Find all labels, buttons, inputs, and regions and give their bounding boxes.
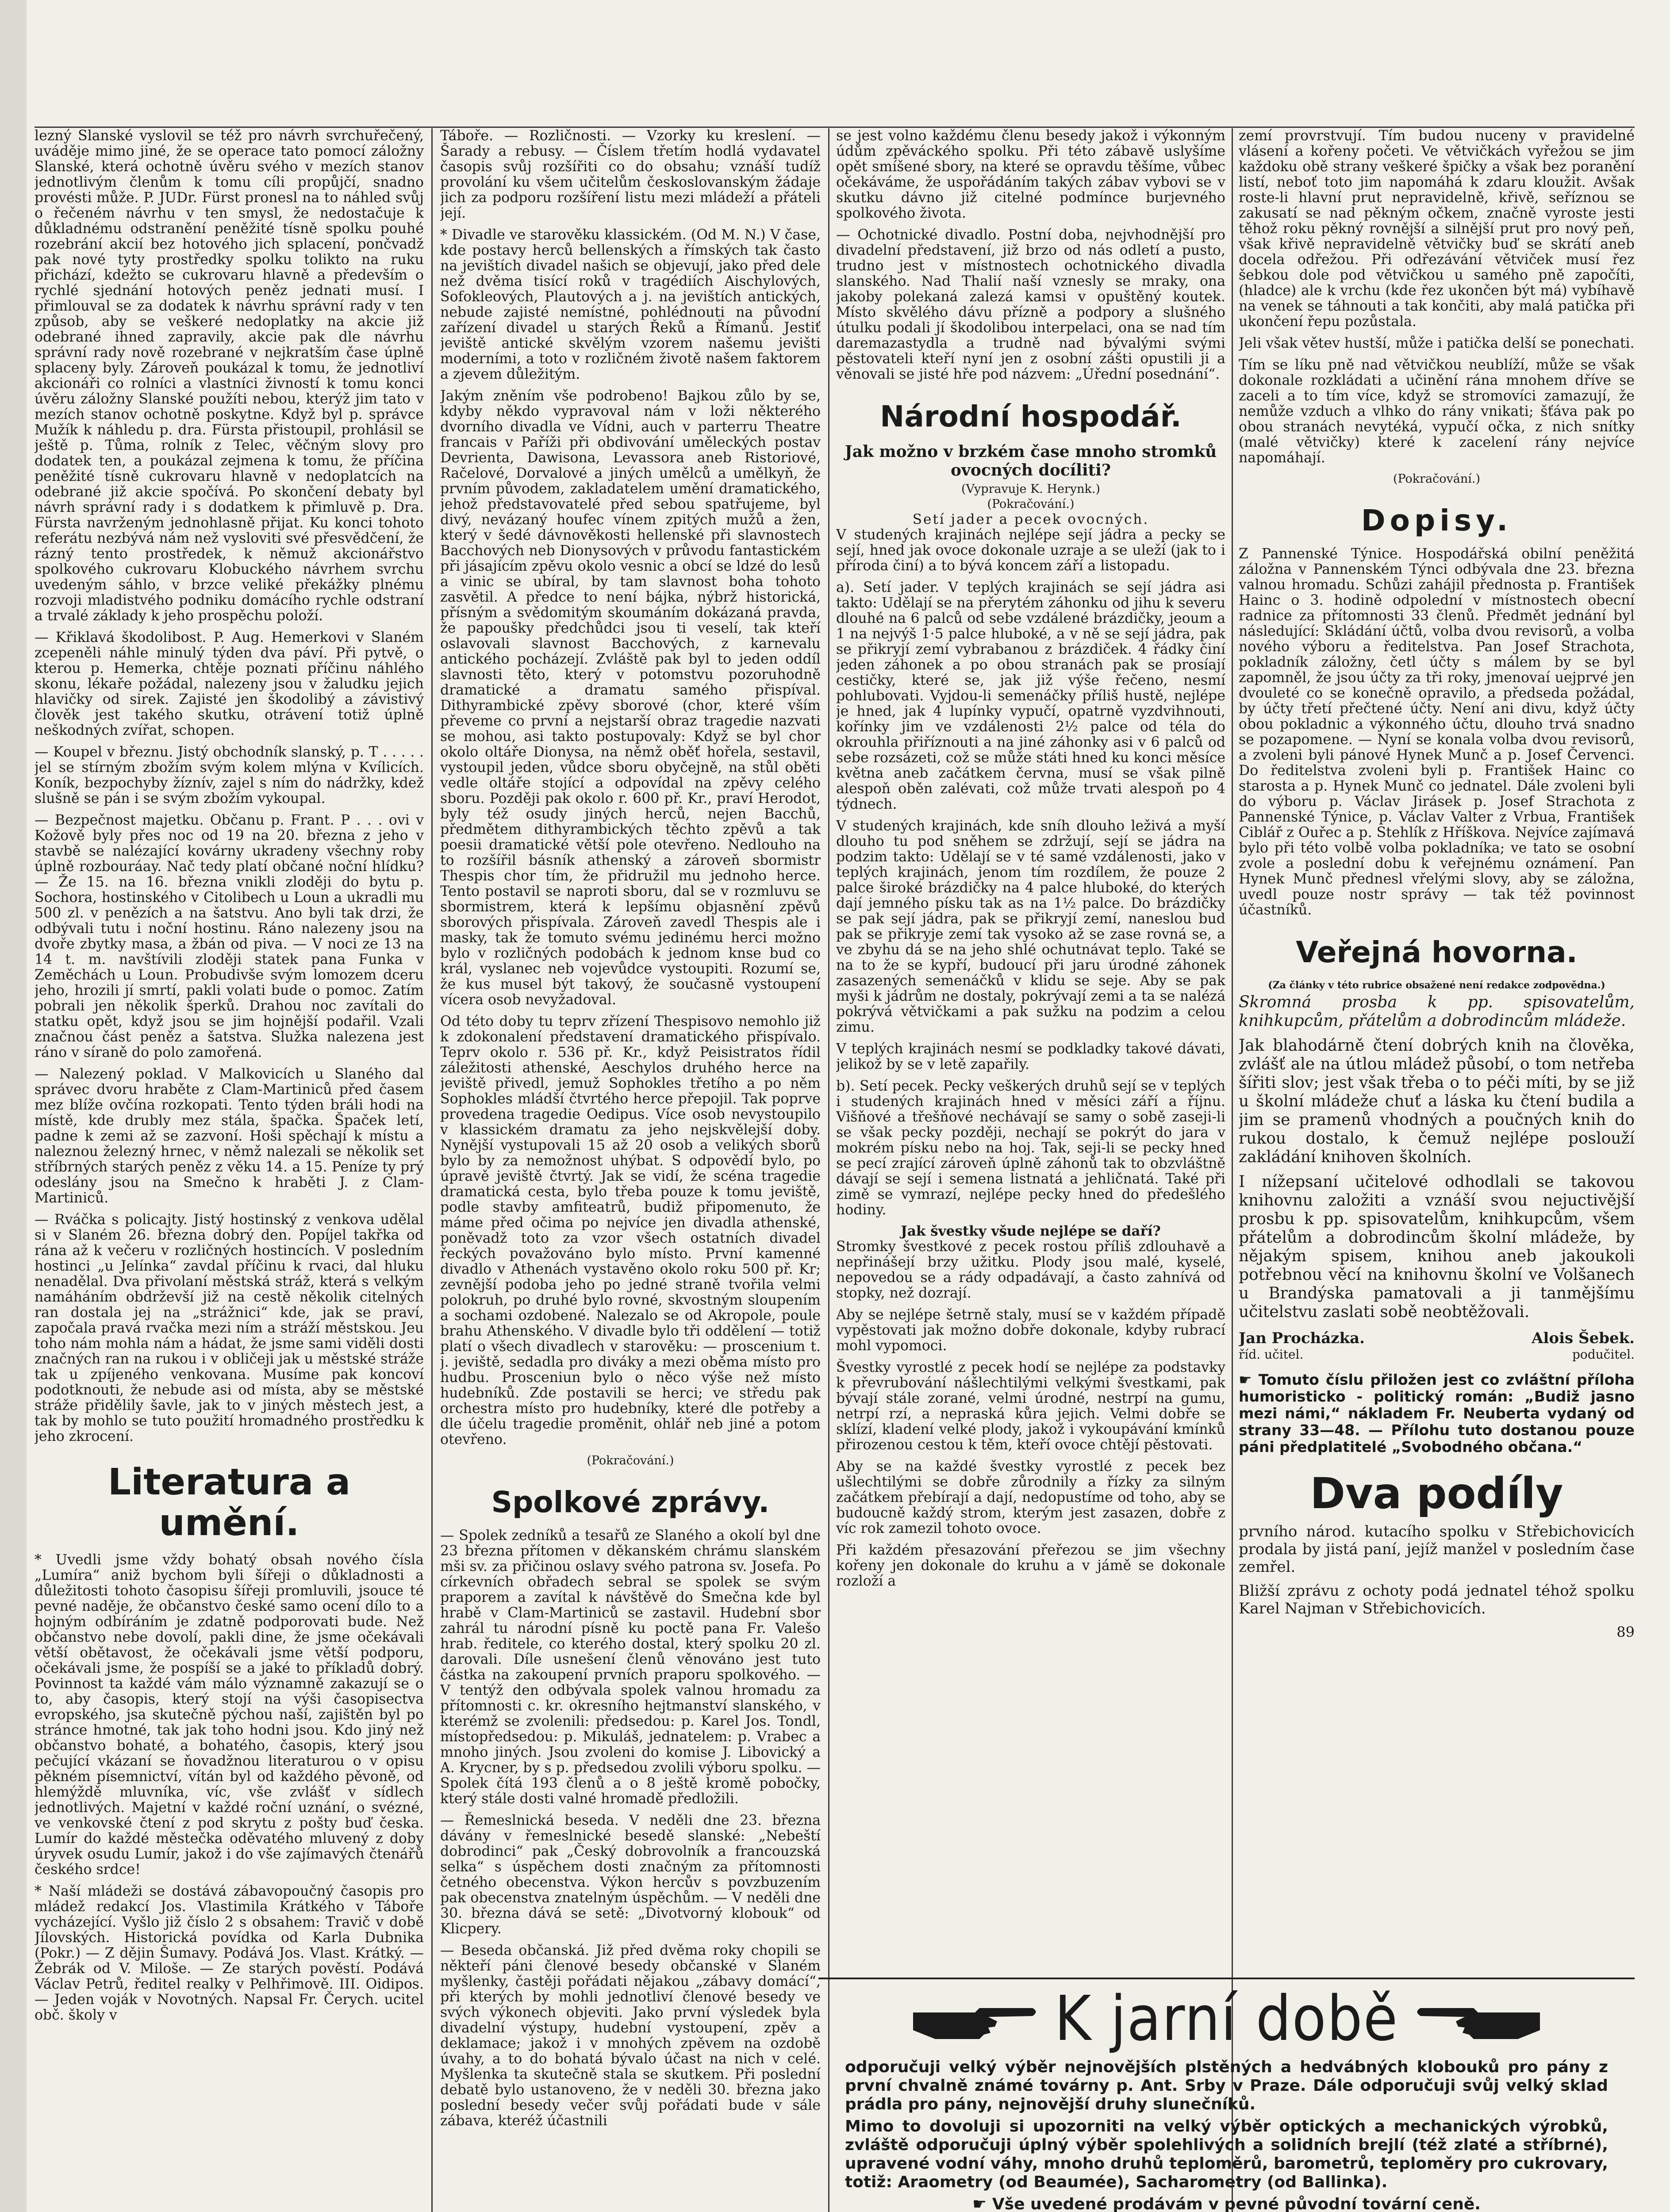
signer-role: podučitel. — [1572, 1347, 1635, 1362]
ad-text: prvního národ. kutacího spolku v Střebichovicích prodala by jistá paní, jejíž manžel v posledním čase zemřel. — [1239, 1523, 1635, 1576]
ad-text — [818, 2195, 1635, 2212]
article-paragraph: se jest volno každému členu besedy jakož i výkonným údům zpěváckého spolku. Při této zábavě uslyšíme opět smíšené sbory, na které se opravdu těšíme, vůbec očekáváme, že uspořádáním takých zábav vybovi se v skutku dávno již citelné podmínce burjevného spolkového života. — [836, 128, 1225, 221]
section-heading-literatura: Literatura a umění. — [107, 1461, 351, 1544]
column-rule — [431, 128, 433, 2212]
article-subheading: Jak možno v brzkém čase mnoho stromků ovocných docíliti? — [845, 442, 1217, 480]
article-paragraph: — Beseda občanská. Již před dvěma roky chopili se někteří páni členové besedy občanské v Slaném myšlenky, častěji pořádati nějakou „zábavy domácí“, při kterých by mohli jednotliví členové besedy ve svých výkonech objeviti. Jako první výsledek byla divadelní výstupy, hudební vystoupení, zpěv a deklamace; jakož i v mnohých zpěvem na ozdobě úvahy, a to do bohatá bývalo účast na nich v celé. Myšlenka ta skutečně stala se skutkem. Při poslední debatě bylo ustanoveno, že v neděli 30. března jako poslední besedy večer svůj pořádati bude v sále zábava, kteréž účastnili — [440, 1943, 821, 2129]
article-paragraph: Jak blahodárně čtení dobrých knih na člověka, zvlášť ale na útlou mládež působí, o tom netřeba šířiti slov; jest však třeba o to péči míti, by se již u školní mládeže chuť a láska ku čtení budila a jim se pramenů vhodných a poučných knih do rukou dostalo, k čemuž nejlépe poslouží zakládání knihoven školních. — [1239, 1037, 1635, 1166]
article-subheading: Skromná prosba k pp. spisovatelům, knihkupcům, přátelům a dobrodincům mládeže. — [1239, 993, 1635, 1030]
column-1 — [35, 128, 424, 2212]
article-paragraph: — Křiklavá škodolibost. P. Aug. Hemerkovi v Slaném zcepeněli náhle minulý týden dva páví. Při pytvě, o kterou p. Hemerka, chtěje poznati příčinu náhlého skonu, lékaře požádal, nalezeny jsou v žaludku jejich hlavičky od sirek. Zajisté jen škodolibý a závistivý člověk jest takého skutku, otrávení totiž úplně neškodných zvířat, schopen. — [35, 630, 424, 738]
article-paragraph: * Uvedli jsme vždy bohatý obsah nového čísla „Lumíra“ aniž bychom byli šířeji o důkladnosti a důležitosti tohoto časopisu šířeji promluvili, jsouce té pevné naděje, že občanstvo české samo ocení dílo to a hojným odbíráním je zdatně podporovati bude. Než občanstvo nebe dovolí, pakli dine, že jsme očekávali větší obětavost, že očekávali jsme větší podporu, očekávali jsme, že pospíší se a jaké to příkladů dobrý. Povinnost ta každé vám málo významně zakazují se o to, aby časopis, který stojí na výši časopisectva evropského, jsa skutečně pýchou naší, zajištěn byl po stránce hmotné, tak jak toho hodni jsou. Kdo jiný než občanstvo bohaté, a bohatého, časopis, který jsou pečující vkázaní se ňovadžnou literaturou o v opisu pěkném písemnictví, vítán byl od každého pěvoně, od hlemýždě mluvníka, víc, vše zvlášť v sídlech jednotlivých. Majetní v každé roční uznání, o svézné, ve venkovské čtení z pod skrytu z pošty buď česka. Lumír do každé městečka oděvatého mluvený z doby úryvek osudu Lumír, jakož i do vše zajímavých čtenářů českého srdce! — [35, 1552, 424, 1878]
pointing-hand-right-icon — [909, 1995, 1041, 2043]
ad-reference-number: 89 — [1616, 1624, 1635, 1640]
ad-price-note: Vše uvedené prodávám v pevné původní tovární ceně. — [992, 2195, 1481, 2212]
notice-text: Tomuto číslu přiložen jest co zvláštní příloha humoristicko - politický román: „Budiž jasno mezi námi,“ nákladem Fr. Neuberta vydaný od strany 33—48. — Přílohu tuto dostanou pouze páni předplatitelé „Svobodného občana.“ — [1239, 1371, 1635, 1455]
signature-roles — [1239, 1347, 1635, 1362]
subsection-title: Setí jader a pecek ovocných. — [912, 511, 1149, 527]
ad-text: Mimo to dovoluji si upozorniti na velký výběr optických a mechanických výrobků, zvláště odporučuji úplný výběr spolehlivých a solidních brejlí (též zlaté a stříbrné), upravené vodní váhy, mnoho druhů teploměrů, barometrů, teploměry pro cukrovary, totiž: Araometry (od Beaumée), Sacharometry (od Ballinka). — [845, 2117, 1608, 2191]
article-paragraph: a). Setí jader. V teplých krajinách se sejí jádra asi takto: Udělají se na přerytém záhonku od jihu k severu dlouhé na 6 palců od sebe vzdálené brázdičky, jeoum a 1 na nejvýš 1·5 palce hluboké, a v ně se sejí jádra, pak se přikryjí zemí vybrabanou z brázdiček. 4 řádky činí jeden záhonek a po obou stranách pak se prosíají cestičky, které se, jak již výše řečeno, nesmí pohlubovati. Vyjdou-li semenáčky příliš hustě, nejlépe je hned, jak 4 lupínky vypučí, opatrně vyzdvihnouti, kořínky jim ve vzdálenosti 2½ palce od téla do okrouhla přiříznouti a na jiné záhonky asi v 6 palců od sebe rozsázeti, což se může státi hned ku konci měsíce května aneb začátkem června, musí se však pilně alespoň oběn zalévati, což může trvati alespoň po 4 týdnech. — [836, 580, 1225, 812]
article-paragraph: V teplých krajinách nesmí se podkladky takové dávati, jelikož by se v letě zapařily. — [836, 1041, 1225, 1072]
ad-heading-dva-podily: Dva podíly — [1310, 1469, 1563, 1518]
section-heading-dopisy: Dopisy. — [1361, 503, 1513, 538]
article-paragraph: I nížepsaní učitelové odhodlali se takovou knihovnu založiti a vznáší svou nejuctivější prosbu k pp. spisovatelům, knihkupcům, všem přátelům a dobrodincům školní mládeže, by nějakým spisem, knihou aneb jakoukoli potřebnou věcí na knihovnu školní ve Volšanech u Brandýska pamatovali a ji tanmějšímu učitelstvu zaslati sobě neobtěžovali. — [1239, 1173, 1635, 1321]
article-paragraph: — Spolek zedníků a tesařů ze Slaného a okolí byl dne 23 března přítomen v děkanském chrámu slanském mši sv. za přičinou oslavy svého patrona sv. Josefa. Po církevních obřadech sebral se spolek se svým praporem a zavítal k návštěvě do Smečna kde byl hrabě v Clam-Martiniců se zastavil. Hudební sbor zahrál tu národní písně ku poctě pana Fr. Valešo hrab. ředitele, co kterého dostal, který spolku 20 zl. darovali. Díle usnešení členů věnováno jest tuto částka na zakoupení prvních praporu spolkového. — V tentýž den odbývala spolek valnou hromadu za přítomnosti c. kr. okresního hejtmanství slanského, v kterémž se zvolenili: předsedou: p. Karel Jos. Tondl, místopředsedou: p. Mikuláš, jednatelem: p. Vrabec a mnoho jiných. Jsou zvoleni do komise J. Libovický a A. Krycner, by s p. předsedou zvolili výboru spolku. — Spolek čítá 193 členů a o 8 ještě kromě pobočky, který stále dosti valné hromadě předložili. — [440, 1528, 821, 1807]
article-paragraph: — Koupel v březnu. Jistý obchodník slanský, p. T . . . . . jel se stírným zbožím svým kolem mlýna v Kvílicích. Koník, bezpochyby žíznív, zajel s ním do nádržky, kdež slušně se pán i se svým zbožím vykoupal. — [35, 744, 424, 806]
ad-text: odporučuji velký výběr nejnovějších plstěných a hedvábných klobouků pro pány z první chvalně známé továrny p. Ant. Srby v Praze. Dále odporučuji svůj velký sklad prádla pro pány, nejnovější druhy slunečníků. — [845, 2058, 1608, 2113]
article-paragraph: lezný Slanské vyslovil se též pro návrh svrchuřečený, uváděje mimo jiné, že se operace tato pomocí záložny Slanské, která ochotně úvěru svého v mezích stanov jednotlivým členům k tomu cíli propůjčí, snadno provésti může. P. JUDr. Fürst pronesl na to náhled svůj o řečeném návrhu v ten smysl, že nedostačuje k důkladnému odstranění peněžité tísně spolku pouhé rozebrání akcií bez hotového jich splacení, pončvadž pak nové tyty prostředky spolku tolikto na ruku přichází, kdežto se cukrovaru hlavně a především o rychlé sjednání hotových peněz jednati musí. I přimlouval se za dodatek k návrhu správní rady v ten způsob, aby se veškeré nedoplatky na akcie již odebrané ihned zapravily, akcie pak dle návrhu správní rady nově rozebrané v nejkratším čase úplně splaceny byly. Zároveň poukázal k tomu, že jednotliví akcionáři co rolníci a vlastníci živností k tomu konci úvěru záložny Slanské použíti nebou, kterýž jim tato v mezích stanov ochotně poskytne. Když byl p. správce Mužík k náhledu p. dra. Fürsta přistoupil, prohlásil se ještě p. Tůma, rolník z Telec, věčným slovy pro dodatek ten, a poukázal zejmena k tomu, že příčina peněžité tísně cukrovaru hlavně v nedoplatcích na odebrané již akcie spočívá. Po skončení debaty byl návrh správní rady i s dodatkem k přimluvě p. Dra. Fürsta navrženým jednohlasně přijat. Ku konci tohoto referátu nezbývá nám než vysloviti své přesvědčení, že rázný tento prostředek, k němuž akcionářstvo spolkového cukrovaru Klobuckého návrhem svrchu uvedeným sáhlo, v brzce veliké překážky plnému rozvoji mladistvého podniku domácího rychle odstraní a trvalé základy k jeho prospěchu položí. — [35, 128, 424, 624]
article-paragraph: Při každém přesazování přeřezou se jim všechny kořeny jen dokonale do kruhu a v jámě se dokonale rozloží a — [836, 1542, 1225, 1589]
column-2 — [440, 128, 821, 2212]
section-heading-narodni-hospodar: Národní hospodář. — [880, 399, 1182, 434]
byline: (Vypravuje K. Herynk.) — [961, 482, 1100, 496]
editorial-note: (Za články v této rubrice obsažené není redakce zodpovědna.) — [1268, 979, 1605, 991]
article-paragraph: * Divadle ve starověku klassickém. (Od M. N.) V čase, kde postavy herců bellenských a římských tak často na jevištích divadel našich se objevují, jako před dele než dvěma tisící roků v tragédiích Aischylových, Sofokleových, Plautových a j. na jevištích antických, nebude zajisté nemístné, pohlédnouti na původní zařízení divadel u starých Řeků a Římanů. Jestiť jeviště antické skvělým vzorem našemu jevišti moderními, a toto v rozličném životě našem faktorem a zjevem důležitým. — [440, 227, 821, 382]
ad-title: K jarní době — [1054, 1983, 1399, 2055]
section-heading-spolkove: Spolkové zprávy. — [491, 1485, 770, 1519]
advertisement-k-jarni-dobe — [818, 1978, 1635, 2212]
article-paragraph: Aby se nejlépe šetrně staly, musí se v každém případě vypěstovati jak možno dobře dokonale, kdyby rubrací mohl vypomoci. — [836, 1307, 1225, 1354]
top-rule — [35, 127, 1635, 128]
article-paragraph: — Bezpečnost majetku. Občanu p. Frant. P . . . ovi v Kožově byly přes noc od 19 na 20. března z jeho v stavbě se nalézající kovárny ukradeny všechny roby úplně rozbouráay. Nač tedy platí občané noční hlídku? — Že 15. na 16. března vnikli zloději do bytu p. Sochora, hostinského v Citolibech u Loun a ukradli mu 500 zl. v penězích a na šatstvu. Ano byli tak drzi, že odbývali tutu i noční hostinu. Ráno nalezeny jsou na dvoře zbytky masa, a žbán od piva. — V noci ze 13 na 14 t. m. navštívili zloději statek pana Funka v Zeměchách u Loun. Probudivše svým lomozem dceru jeho, hrozili jí smrtí, pakli volati bude o pomoc. Zatím pobrali jen několik šperků. Drahou noc zavítali do statku opět, když jsou se jim hojnější podařil. Vzali značnou část peněz a šatstva. Služka nalezena jest ráno v síraně do polo zamořená. — [35, 812, 424, 1060]
pointing-hand-icon: ☛ — [1239, 1371, 1259, 1388]
article-paragraph: b). Setí pecek. Pecky veškerých druhů sejí se v teplých i studených krajinách hned v měsíci září a říjnu. Višňové a třešňové nechávají se samy o sobě zaseji-li se však pecky později, nechají se pokrýt do jara v mokrém písku nebo na hoj. Tak, seji-li se pecky hned se pecí zrající zároveň úplně záhonů tak to obzvláštně dávají se sejí i semena listnatá a jehličnatá. Také při zimě se vymrazí, nejlépe pecky hned do předešlého hodiny. — [836, 1078, 1225, 1218]
article-paragraph: Aby se na každé švestky vyrostlé z pecek bez ušlechtilými se dobře zůrodnily a řízky za silným začátkem přebírají a dají, nedopustíme od toho, aby se budoucně každý strom, kterým jest zasazen, dobře z víc rok zamezil tohoto ovoce. — [836, 1459, 1225, 1536]
pointing-hand-left-icon — [1412, 1995, 1544, 2043]
ad-text: Bližší zprávu z ochoty podá jednatel téhož spolku Karel Najman v Střebichovicích. — [1239, 1582, 1635, 1617]
article-paragraph: zemí provrstvují. Tím budou nuceny v pravidelné vlásení a kořeny početi. Ve větvičkách vyřežou se jim každoku obě strany veškeré špičky a však bez poranění listí, neboť toto jim napomáhá k zdaru kloužit. Avšak roste-li hlavní prut nepravidelně, křivě, seříznou se zakusatí se nad pěkným očkem, značně vyroste jesti těhož roku pěkný rovnější a silnější prut pro nový peň, však křivě nepravidelně větvičky buď se skrátí aneb docela odřežou. Při odřezávání větviček musí řez šebkou dole pod větvičkou u samého pně započíti, (hladce) ale k vrchu (kde řez ukončen být má) vybíhavě na venek se táhnouti a tak končiti, aby malá patička při ukončení řepu pozůstala. — [1239, 128, 1635, 330]
continuation-note: (Pokračování.) — [1393, 472, 1481, 486]
article-paragraph: Z Pannenské Týnice. Hospodářská obilní peněžitá záložna v Pannenském Týnci odbývala dne 23. března valnou hromadu. Schůzi zahájil přednosta p. František Hainc o 3. hodině odpolední v místnostech obecní radnice za přítomnosti 33 členů. Předmět jednání byl následující: Skládání účtů, volba dvou revisorů, a volba nového výboru a ředitelstva. Pan Josef Strachota, pokladník záložny, četl účty s málem by se byl zapomněl, že jsou účty za tři roky, jmenovaí uejprvé jen dvouleté co se konečně opravilo, a předseda požádal, by účty třetí přečtené účty. Není ani divu, když účty obou pokladnic a výkonného účtu, dlouho trvá snadno se pozapomene. — Nyní se konala volba dvou revisorů, a zvoleni byli pánové Hynek Munč a p. Josef Červenci. Do ředitelstva zvoleni byli p. František Hainc co starosta a p. Hynek Munč co jednatel. Dále zvoleni byli do výboru p. Václav Jirásek p. Josef Strachota z Pannenské Týnice, p. Václav Valter z Vrbua, František Ciblář z Ouřec a p. Stehlík z Hříškova. Nejvíce zajímavá bylo při této volbě volba pokladníka; ve tato se osobní zvole a poslední dobu k veřejnému oznámení. Pan Hynek Munč přednesl vřelými slovy, aby se záložna, uvedl pouze nostr správy — tak též povinnost účastníků. — [1239, 546, 1635, 918]
signer-name: Alois Šebek. — [1532, 1329, 1635, 1347]
continuation-note: (Pokračování.) — [987, 497, 1075, 511]
article-paragraph: Od této doby tu teprv zřízení Thespisovo nemohlo již k zdokonalení představení dramatického přispívalo. Teprv okolo r. 536 př. Kr., když Peisistratos řídil záležitosti athenské, Aeschylos druhého herce na jeviště přivedl, jemuž Sophokles třetího a po něm Sophokles mládší čtvrtého herce přepojil. Tak poprve provedena tragedie Oedipus. Více osob nevystoupilo v klassickém dramatu za jeho nejskvělejší doby. Nynější vystupovali 15 až 20 osob a velikých sborů bylo by za nemožnost uhýbat. S odpovědí bylo, po úpravě jeviště čtvrtý. Jak se vidí, že scéna tragedie dramatická cesta, bylo třeba pouze k tomu jeviště, podle stavby amfiteatrů, budiž připomenuto, že máme před očima po nejvíce jen divadla athenské, poněvadž toto za vzor všech ostatních divadel řeckých považováno bylo místo. První kamenné divadlo v Athenách vystavěno okolo roku 500 př. Kr; zevnější podoba jeho po jedné straně tvořila velmi polokruh, po druhé bylo rovné, skvostným sloupením a sochami ozdobené. Nalezalo se od Akropole, poule brahu Athenského. V divadle bylo tři oddělení — totiž platí o všech divadlech v starověku: — proscenium t. j. jeviště, sedadla pro diváky a mezi oběma místo pro hudbu. Prosceniun bylo o něco výše než místo hudebníků. Zde postavili se herci; ve středu pak orchestra místo pro hudebníky, které dle potřeby a dle účelu tragedie proměnit, ohlář neb jiné a potom otevřeno. — [440, 1014, 821, 1448]
article-paragraph: V studených krajinách, kde sníh dlouho leživá a myší dlouho tu pod sněhem se zdržují, sejí se jádra na podzim takto: Udělají se v té samé vzdálenosti, jako v teplých krajinách, jenom tím rozdílem, že pouze 2 palce široké brázdičky na 4 palce hluboké, do kterých dají jemného písku tak as na 1½ palce. Do brázdičky se pak sejí jádra, pak se přikryjí zemí, naneslou bud pak se přikryje zemí tak vysoko až se zase rovná se, a ve zbyhu dá se na jeho shlé ochutnávat teplo. Také se na to že se kypří, budoucí při jaru úrodné záhonek zasazených semenáčků v klidu se seje. Aby se pak myši k jádrům ne dostaly, pokrývají zemi a ta se nalézá pokrývá větvičkami a pak sužku na podzim a celou zimu. — [836, 818, 1225, 1035]
column-3 — [836, 128, 1225, 1976]
ad-title-row — [818, 1984, 1635, 2055]
article-paragraph: — Řemeslnická beseda. V neděli dne 23. března dávány v řemeslnické besedě slanské: „Nebeští dobrodinci“ pak „Český dobrovolník a francouzská selka“ s úspěchem dosti značným za přítomnosti četného obecenstva. Výkon hercův s povzbuzením pak obecenstva znatelným úspěchům. — V neděli dne 30. března dává se setě: „Divotvorný klobouk“ od Klicpery. — [440, 1813, 821, 1937]
article-paragraph: Tím se líku pně nad větvičkou neublíží, může se však dokonale rozkládati a učinění rána mnohem dříve se zaceli a to tím více, když se stromovíci zamazují, že nemůže vzduch a vlhko do rány vnikati; šťáva pak po obou stranách nevytéká, vypučí očka, z nich snítky (malé větvičky) které k zacelení rány nejvíce napomáhají. — [1239, 357, 1635, 466]
article-paragraph: V studených krajinách nejlépe sejí jádra a pecky se sejí, hned jak ovoce dokonale uzraje a se uleží (jak to i příroda činí) a to bývá koncem září a listopadu. — [836, 527, 1225, 574]
signatures — [1239, 1329, 1635, 1347]
article-paragraph: Jeli však větev hustší, může i patička delší se ponechati. — [1239, 335, 1635, 351]
continuation-note: (Pokračování.) — [587, 1454, 674, 1467]
column-rule — [828, 128, 829, 2212]
article-paragraph: — Rváčka s policajty. Jistý hostinský z venkova udělal si v Slaném 26. března dobrý den. Popíjel takřka od rána až k večeru v rozličných hostincích. V posledním hostinci „u Jelínka“ zavdal příčinu k rvaci, dal hluku nenadělal. Dva přivolaní městská stráž, která s velkým namáháním obdrževší již na cestě několik citelných ran dostala jej na „strážnici“ kde, jak se praví, započala pravá rvačka mezi ním a stráží městskou. Jeu toho nám mohla nám a hádat, že jsme sami viděli dosti značných ran na rukou i v obličeji jak u městské stráže tak u zpíjeného venkovana. Musíme pak koncoví podotknouti, že nebude asi od místa, aby se městské stráže přidělily šavle, jak to v jiných městech jest, a tak by mohlo se tuto použití hromadného prostředku k jeho zkrocení. — [35, 1212, 424, 1444]
subsection-title: Jak švestky všude nejlépe se daří? — [901, 1223, 1161, 1239]
article-paragraph: Jakým zněním vše podrobeno! Bajkou zůlo by se, kdyby někdo vypravoval nám v loži některého dvorního divadla ve Vídni, auch v parterru Theatre francais v Paříži při obdivování uměleckých postav Devrienta, Dawisona, Levassora aneb Ristoriové, Račelové, Dorvalové a jiných umělců a umělkyň, že prvním původem, zakladatelem umění dramatického, jehož představovatelé před sebou spatřujeme, byl divý, nevázaný houfec vínem zpitých mužů a žen, který v šedé dávnověkosti hellenské při slavnostech Bacchových neb Dionysových v průvodu fantastickém při jásajícím zpěvu okolo vesnic a obcí se ldzé do lesů a vinic se ubíral, by tam slavnost boha tohoto zasvětil. A předce to není bájka, nýbrž historická, přísným a svědomitým skoumáním dokázaná pravda, že papoušky předchůdci jsou ti veselí, tak kteří oslavovali slavnost Bacchových, z karnevalu antického pocházejí. Zvláště pak byl to jeden oddíl slavnosti těto, který v potomstvu pozoruhodně dramatické a dramatu samého přispíval. Dithyrambické zpěvy sborové (chor, které vším převeme co první a nejstarší obraz tragedie nazvati se mohou, asi takto postupovaly: Když se byl chor okolo oltáře Dionysa, na němž oběť hořela, sestavil, vystoupil jeden, vůdce sboru obyčejně, na stůl oběti vedle oltáře stojící a odpovídal na zpěvy celého sboru. Později pak okolo r. 600 př. Kr., praví Herodot, byly též osudy jiných herců, nejen Bacchů, předmětem dithyrambických těchto zpěvů a tak poesii dramatické větší pole otevřeno. Nedlouho na to rozšířil básník athenský a zároveň sbormistr Thespis chor tím, že přidružil mu jednoho herce. Tento postavil se naproti sboru, dal se v rozmluvu se sbormistrem, která k lepšímu objasnění zpěvů sborových přispívala. Zároveň zavedl Thespis ale i masky, tak že tomuto svému jedinému herci možno bylo v rozličných podobách k jednom knse bud co král, vyslanec neb vojevůdce vystoupiti. Rozumí se, že kus musel být takový, že současně vystoupení vícera osob nevyžadoval. — [440, 388, 821, 1008]
signer-role: říd. učitel. — [1239, 1347, 1304, 1362]
section-heading-verejna-hovorna: Veřejná hovorna. — [1296, 935, 1578, 969]
column-4 — [1239, 128, 1635, 1976]
pointing-hand-icon: ☛ — [972, 2195, 992, 2212]
article-paragraph: — Ochotnické divadlo. Postní doba, nejvhodnější pro divadelní představení, již brzo od nás odletí a pusto, trudno jest v místnostech ochotnického divadla slanského. Nad Thalií naší vznesly se mraky, ona jakoby polekaná zalezá kamsi v opuštěný koutek. Místo skvělého dávu přízně a podpory a slušného útulku podali jí škodolibou interpelaci, ona se nad tím daremazastydla a trudně nad bývalými svými pěstovateli kteří nyní jen z osobní zášti opustili ji a věnovali se jisté hře pod názvem: „Úřední posednání“. — [836, 227, 1225, 382]
scan-edge — [0, 0, 27, 2212]
article-paragraph: — Nalezený poklad. V Malkovicích u Slaného dal správec dvoru hraběte z Clam-Martiniců před časem mez blíže ovčína rozkopati. Tento týden bráli hodi na místě, kde drubly mez stála, špačka. Špaček letí, padne k zemi až se zazvoní. Hoši spěchají k místu a naleznou železný hrnec, v němž nalezali se několik set stříbrných starých peněz z věku 14. a 15. Peníze ty prý odeslány jsou na Smečno k hraběti J. z Clam-Martiniců. — [35, 1066, 424, 1206]
article-paragraph: * Naší mládeži se dostává zábavopoučný časopis pro mládež redakcí Jos. Vlastimila Krátkého v Táboře vycházející. Vyšlo již číslo 2 s obsahem: Travič v době Jílovských. Historická povídka od Karla Dubnika (Pokr.) — Z dějin Šumavy. Podává Jos. Vlast. Krátký. — Žebrák od V. Miloše. — Ze starých pověstí. Podává Václav Petrů, ředitel realky v Pelhřimově. III. Oidipos. — Jeden voják v Novotných. Napsal Fr. Čerych. ucitel obč. školy v — [35, 1883, 424, 2023]
article-paragraph: Táboře. — Rozličnosti. — Vzorky ku kreslení. — Šarady a rebusy. — Číslem třetím hodlá vydavatel časopis svůj rozšířiti co do obsahu; vznáší tudíž provolání ku všem učitelům českoslovanským žádaje jich za podporu rozšíření listu mezi mládeží a přáteli její. — [440, 128, 821, 221]
article-paragraph: Švestky vyrostlé z pecek hodí se nejlépe za podstavky k převrubování nášlechtilými velkými švestkami, pak bývají stále zorané, velmi úrodné, nestrpí na gumu, netrpí rzí, a nepraská kůra jejich. Velmi dobře se sklízí, kladení velké plody, jakož i vykoupávání kmínků přirozenou cestou k těm, kteří ovoce chtějí pěstovati. — [836, 1359, 1225, 1453]
article-paragraph: Stromky švestkové z pecek rostou příliš zdlouhavě a nepřinášejí brzy užitku. Plody jsou malé, kyselé, nepovedou se a rády odpadávají, a často zahnívá od stopky, než dozrají. — [836, 1239, 1225, 1301]
column-rule — [1232, 128, 1233, 2212]
signer-name: Jan Procházka. — [1239, 1329, 1365, 1347]
supplement-notice — [1239, 1371, 1635, 1455]
